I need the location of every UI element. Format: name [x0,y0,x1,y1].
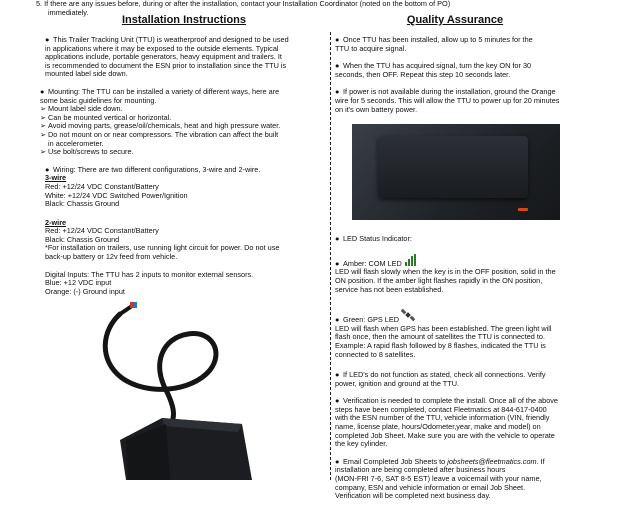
mounting-intro-line: Mounting: The TTU can be installed a variety of different ways, here are [48,86,280,96]
bullet-icon: ● [335,35,340,44]
verification-line: name, license plate, hours/Odometer,year, make and model) on [335,422,541,432]
qa-line: If power is not available during the installation, ground the Orange [343,87,556,97]
two-wire-line: *For installation on trailers, use running light circuit for power. Do not use [45,243,280,253]
two-wire-line: Red: +12/24 VDC Constant/Battery [45,226,159,236]
qa-line: seconds, then OFF. Repeat this step 10 seconds later. [335,69,511,79]
digital-line: Orange: (-) Ground input [45,286,125,296]
email-prefix: Email Completed Job Sheets to [343,456,448,466]
verification-line: steps have been completed, contact Fleetmatics at 844-617-0400 [335,404,547,414]
amber-line: ON position. If the amber light flashes rapidly in the ON position, [335,275,543,285]
two-wire-line: Black: Chassis Ground [45,234,120,244]
intro-line: in applications where it may be exposed to the outside elements. Typical [45,43,279,53]
led-status-title [335,235,575,244]
bullet-icon: ● [45,164,50,174]
top-note-line-2: immediately. [48,7,89,17]
led-fail-line: power, ignition and ground at the TTU. [335,378,459,388]
intro-paragraph [45,36,323,79]
mounting-intro-line: some basic guidelines for mounting. [40,95,157,105]
quality-assurance-title: Quality Assurance [406,14,504,26]
bullet-icon: ● [335,258,340,268]
verification-line: completed Job Sheet. Make sure you are with the vehicle to operate [335,430,555,440]
intro-line: applications include, portable generators, heavy equipment and trailers. It [45,52,282,62]
ttu-device-photo [92,300,252,480]
mounting-section [40,88,323,157]
arrow-icon: ➢ [40,112,47,122]
amber-line: LED will flash slowly when the key is in the OFF position, solid in the [335,267,556,277]
installation-title: Installation Instructions [121,14,247,26]
email-link[interactable]: jobsheets@fleetmatics.com [447,456,537,466]
verification-line: the key cylinder. [335,439,388,449]
verification-line: Verification is needed to complete the install. Once all of the above [343,396,558,406]
qa-step [335,62,575,79]
bullet-icon: ● [335,396,340,406]
signal-bars-icon [404,254,416,266]
led-fail-line: If LED's do not function as stated, check all connections. Verify [343,370,546,380]
qa-step [335,36,575,53]
three-wire-title: 3-wire [45,173,67,183]
bullet-icon: ● [335,456,340,466]
column-divider [330,32,331,480]
green-line: connected to 8 satellites. [335,349,416,359]
bullet-icon: ● [45,35,50,44]
led-title-text: LED Status Indicator: [343,234,412,244]
three-wire-line: Black: Chassis Ground [45,199,120,209]
led-fail-section [335,371,575,388]
bullet-icon: ● [335,370,340,380]
green-label: Green: GPS LED [343,315,399,325]
digital-line: Digital Inputs: The TTU has 2 inputs to monitor external sensors. [45,269,254,279]
amber-line: service has not been established. [335,284,444,294]
bullet-icon: ● [335,234,340,244]
two-wire-section [45,219,323,262]
email-line: (MON-FRI 7-6, SAT 8-5 EST) leave a voicemail with your name, [335,474,542,484]
qa-line: TTU to acquire signal. [335,43,407,53]
verification-line: with the ESN number of the TTU, vehicle information (VIN, friendly [335,413,550,423]
intro-line: This Trailer Tracking Unit (TTU) is weatherproof and designed to be used [53,35,289,44]
quality-assurance-column [335,14,575,510]
qa-line: on it's own battery power. [335,104,418,114]
ttu-unit-shape [378,136,528,198]
email-line: installation are being completed after business hours [335,465,506,475]
email-line: company, ESN and vehicle information or email Job Sheet. [335,482,526,492]
mounting-item: Use bolt/screws to secure. [48,147,134,157]
green-line: LED will flash when GPS has been established. The green light will [335,323,552,333]
bullet-icon: ● [335,87,340,97]
two-wire-title: 2-wire [45,217,67,227]
three-wire-line: White: +12/24 VDC Switched Power/Ignition [45,190,188,200]
arrow-icon: ➢ [40,104,47,114]
led-glow [518,208,528,211]
intro-line: is recommended to document the ESN prior to installation since the TTU is [45,60,287,70]
green-line: Example: A rapid flash followed by 8 flashes, indicated the TTU is [335,340,546,350]
bullet-icon: ● [335,61,340,71]
wiring-section [45,166,323,209]
arrow-icon: ➢ [40,129,47,139]
mounting-item: Avoid moving parts, grease/oil/chemicals, heat and high pressure water. [48,121,281,131]
satellite-icon [401,308,415,322]
verification-section [335,397,575,449]
arrow-icon: ➢ [40,147,47,157]
email-section [335,458,575,501]
amber-led-section [335,254,575,294]
email-line: Verification will be completed next business day. [335,491,491,501]
qa-line: When the TTU has acquired signal, turn the key ON for 30 [343,61,532,71]
bullet-icon: ● [335,315,340,325]
email-suffix: . If [536,456,545,466]
two-wire-line: back-up battery or 12v feed from vehicle. [45,252,178,262]
amber-label: Amber: COM LED [343,258,402,268]
digital-inputs-section [45,271,323,297]
wiring-intro: Wiring: There are two different configurations, 3-wire and 2-wire. [53,164,261,174]
mounting-item: in accelerometer. [48,138,104,148]
green-led-section [335,308,575,359]
qa-line: Once TTU has been installed, allow up to 5 minutes for the [343,35,533,44]
installation-column [40,14,323,305]
qa-step [335,88,575,114]
three-wire-line: Red: +12/24 VDC Constant/Battery [45,181,159,191]
intro-line: mounted label side down. [45,69,128,79]
ttu-led-photo [352,124,560,220]
arrow-icon: ➢ [40,121,47,131]
bullet-icon: ● [40,86,45,96]
mounting-item: Can be mounted vertical or horizontal. [48,112,172,122]
top-note-line-1: 5. If there are any issues before, during or after the installation, contact your Installation Coordinator (noted on the bottom of PO) [36,0,451,8]
qa-line: wire for 5 seconds. This will allow the TTU to power up for 20 minutes [335,95,560,105]
mounting-item: Mount label side down. [48,104,123,114]
green-line: flash once, then the amount of satellites the TTU is connected to. [335,332,545,342]
digital-line: Blue: +12 VDC input [45,278,112,288]
mounting-item: Do not mount on or near compressors. The vibration can affect the built [48,129,279,139]
